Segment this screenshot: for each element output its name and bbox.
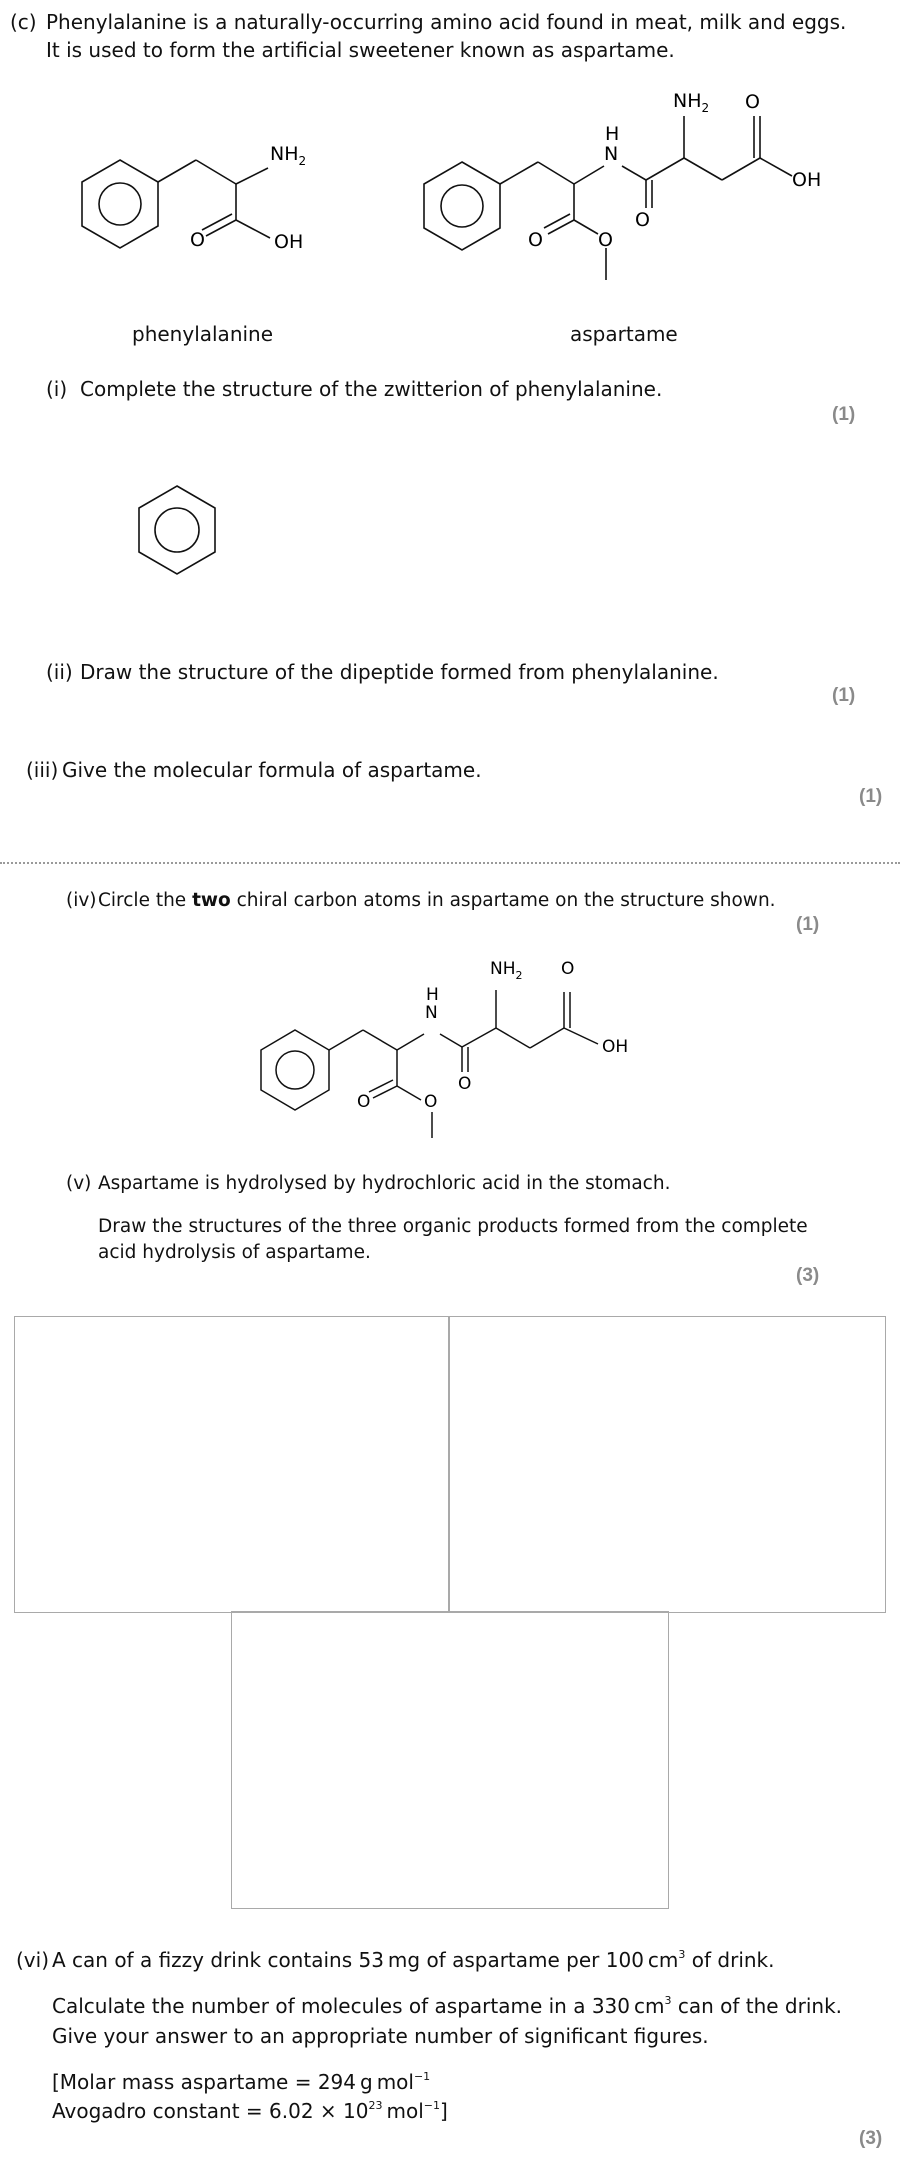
q-v-text: Aspartame is hydrolysed by hydrochloric acid in the stomach. xyxy=(98,1173,671,1194)
q-i-marks: (1) xyxy=(832,404,856,425)
phenyl-ring-2 xyxy=(424,162,500,250)
asp-h: H xyxy=(605,123,620,145)
phenyl-ring-3 xyxy=(261,1030,329,1110)
aspartame-label: aspartame xyxy=(570,322,678,346)
iv-o-amide: O xyxy=(458,1074,472,1094)
q-vi-number: (vi) xyxy=(16,1948,49,1972)
q-iii-text: Give the molecular formula of aspartame. xyxy=(62,758,482,782)
q-iv-text: Circle the two chiral carbon atoms in aspartame on the structure shown. xyxy=(98,890,776,911)
phe-o: O xyxy=(190,229,205,251)
asp-o-ester: O xyxy=(528,229,543,251)
answer-box-2[interactable] xyxy=(448,1316,886,1613)
q-v-line2: Draw the structures of the three organic products formed from the complete xyxy=(98,1216,808,1237)
asp-nh2: $NH_2$ xyxy=(673,90,710,115)
q-iv-number: (iv) xyxy=(66,890,97,911)
q-iv-bold-two: two xyxy=(192,890,231,911)
iv-o-top: O xyxy=(561,959,575,979)
q-vi-line2: Calculate the number of molecules of aspartame in a 330 $cm^3$ can of the drink. xyxy=(52,1994,843,2018)
q-iii-marks: (1) xyxy=(859,786,883,807)
iv-h: H xyxy=(426,985,439,1005)
phe-nh2: $NH_2$ xyxy=(270,143,307,168)
q-ii-text: Draw the structure of the dipeptide formed from phenylalanine. xyxy=(80,660,719,684)
q-vi-avogadro: Avogadro constant = $6.02 \times 10^{23}$ mol$^{-1}$] xyxy=(52,2099,448,2123)
structures-top xyxy=(0,0,900,320)
q-iii-number: (iii) xyxy=(26,758,59,782)
asp-n: N xyxy=(604,143,619,165)
intro-line-1: Phenylalanine is a naturally-occurring amino acid found in meat, milk and eggs. xyxy=(46,10,847,34)
iv-n: N xyxy=(425,1003,438,1023)
q-iv-aspartame-structure xyxy=(0,940,900,1150)
q-v-line3: acid hydrolysis of aspartame. xyxy=(98,1242,371,1263)
q-vi-line3: Give your answer to an appropriate number of significant figures. xyxy=(52,2024,709,2048)
iv-o-methoxy: O xyxy=(424,1092,438,1112)
asp-oh: OH xyxy=(792,169,822,191)
q-i-number: (i) xyxy=(46,377,68,401)
part-c-label: (c) xyxy=(10,10,37,34)
intro-line-2: It is used to form the artificial sweetener known as aspartame. xyxy=(46,38,675,62)
q-v-number: (v) xyxy=(66,1173,92,1194)
phenylalanine-label: phenylalanine xyxy=(132,322,274,346)
q-vi-marks: (3) xyxy=(859,2128,883,2149)
iv-o-ester: O xyxy=(357,1092,371,1112)
asp-o-top: O xyxy=(745,91,760,113)
q-v-marks: (3) xyxy=(796,1265,820,1286)
page-separator xyxy=(0,862,900,864)
phenyl-ring-1 xyxy=(82,160,158,248)
iv-nh2: $NH_2$ xyxy=(490,959,523,982)
answer-box-3[interactable] xyxy=(231,1611,669,1909)
answer-box-1[interactable] xyxy=(14,1316,450,1613)
q-vi-text: A can of a fizzy drink contains 53 mg of aspartame per 100 $cm^3$ of drink. xyxy=(52,1948,775,1972)
phe-oh: OH xyxy=(274,231,304,253)
iv-oh: OH xyxy=(602,1037,629,1057)
q-iv-marks: (1) xyxy=(796,914,820,935)
q-ii-marks: (1) xyxy=(832,685,856,706)
phenylalanine-structure xyxy=(82,160,270,248)
q-i-text: Complete the structure of the zwitterion of phenylalanine. xyxy=(80,377,663,401)
q-vi-molar-mass: [Molar mass aspartame = 294 g mol$^{-1}$ xyxy=(52,2070,431,2094)
asp-o-amide: O xyxy=(635,209,650,231)
q-i-benzene-ring xyxy=(135,482,221,576)
q-ii-number: (ii) xyxy=(46,660,73,684)
asp-o-methoxy: O xyxy=(598,229,613,251)
